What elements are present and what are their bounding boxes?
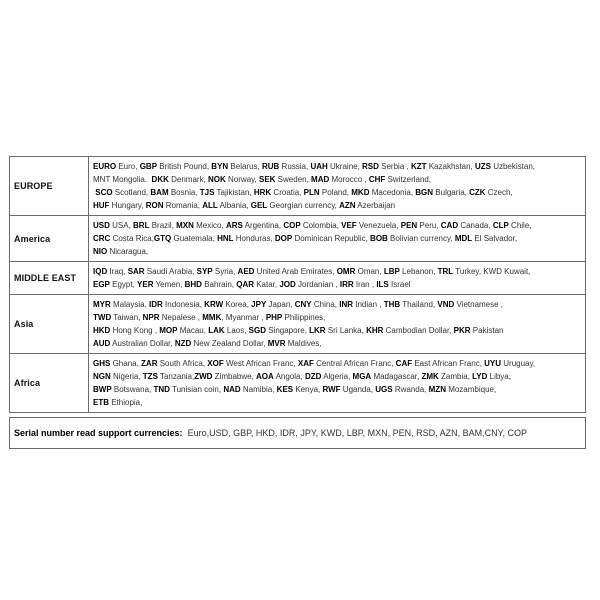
currency-table-body <box>10 157 586 413</box>
currency-line: HUF Hungary, RON Romania, ALL Albania, GEL Georgian currency, AZN Azerbaijan <box>93 201 396 210</box>
currency-list <box>89 295 586 354</box>
currency-line: MNT Mongolia. DKK Denmark, NOK Norway, SEK Sweden, MAD Morocco , CHF Switzerland, <box>93 175 432 184</box>
currency-list <box>89 216 586 262</box>
currency-line: EURO Euro, GBP British Pound, BYN Belarus, RUB Russia, UAH Ukraine, RSD Serbia , KZT Kazakhstan, UZS Uzbekistan, <box>93 162 536 171</box>
currency-line: ETB Ethiopia, <box>93 398 143 407</box>
footer-currencies: Euro,USD, GBP, HKD, IDR, JPY, KWD, LBP, MXN, PEN, RSD, AZN, BAM,CNY, COP <box>182 428 527 438</box>
currency-line: HKD Hong Kong , MOP Macau, LAK Laos, SGD Singapore, LKR Sri Lanka, KHR Cambodian Dollar, PKR Pakistan <box>93 326 504 335</box>
footer-label: Serial number read support currencies: <box>14 428 183 438</box>
table-row <box>10 157 586 216</box>
table-row <box>10 216 586 262</box>
currency-line: NIO Nicaragua, <box>93 247 149 256</box>
footer-note <box>9 417 586 449</box>
currency-list <box>89 354 586 413</box>
currency-support-sheet <box>9 156 586 449</box>
currency-line: GHS Ghana, ZAR South Africa, XOF West African Franc, XAF Central African Franc, CAF East African Franc, UYU Uruguay, <box>93 359 536 368</box>
currency-line: CRC Costa Rica,GTQ Guatemala, HNL Honduras, DOP Dominican Republic, BOB Bolivian currency, MDL El Salvador, <box>93 234 518 243</box>
currency-line: NGN Nigeria, TZS Tanzania,ZWD Zimbabwe, AOA Angola, DZD Algeria, MGA Madagascar, ZMK Zambia, LYD Libya, <box>93 372 511 381</box>
currency-line: IQD Iraq, SAR Saudi Arabia, SYP Syria, AED United Arab Emirates, OMR Oman, LBP Lebanon, TRL Turkey, KWD Kuwait, <box>93 267 531 276</box>
currency-line: EGP Egypt, YER Yemen, BHD Bahrain, QAR Katar, JOD Jordanian , IRR Iran , ILS Israel <box>93 280 411 289</box>
currency-line: BWP Botswana, TND Tunisian coin, NAD Namibia, KES Kenya, RWF Uganda, UGS Rwanda, MZN Mozambique, <box>93 385 497 394</box>
currency-line: TWD Taiwan, NPR Nepalese , MMK, Myanmar , PHP Philippines, <box>93 313 326 322</box>
table-row <box>10 262 586 295</box>
region-label: MIDDLE EAST <box>10 262 89 295</box>
currency-list <box>89 262 586 295</box>
region-label: EUROPE <box>10 157 89 216</box>
table-row <box>10 295 586 354</box>
region-label: America <box>10 216 89 262</box>
currency-line: SCO Scotland, BAM Bosnia, TJS Tajikistan, HRK Croatia, PLN Poland, MKD Macedonia, BGN Bulgaria, CZK Czech, <box>93 188 513 197</box>
currency-line: USD USA, BRL Brazil, MXN Mexico, ARS Argentina, COP Colombia, VEF Venezuela, PEN Peru, CAD Canada, CLP Chile, <box>93 221 532 230</box>
table-row <box>10 354 586 413</box>
currency-line: AUD Australian Dollar, NZD New Zealand Dollar, MVR Maldives, <box>93 339 322 348</box>
region-label: Africa <box>10 354 89 413</box>
currency-table <box>9 156 586 413</box>
currency-list <box>89 157 586 216</box>
currency-line: MYR Malaysia, IDR Indonesia, KRW Korea, JPY Japan, CNY China, INR Indian , THB Thailand, VND Vietnamese , <box>93 300 504 309</box>
region-label: Asia <box>10 295 89 354</box>
